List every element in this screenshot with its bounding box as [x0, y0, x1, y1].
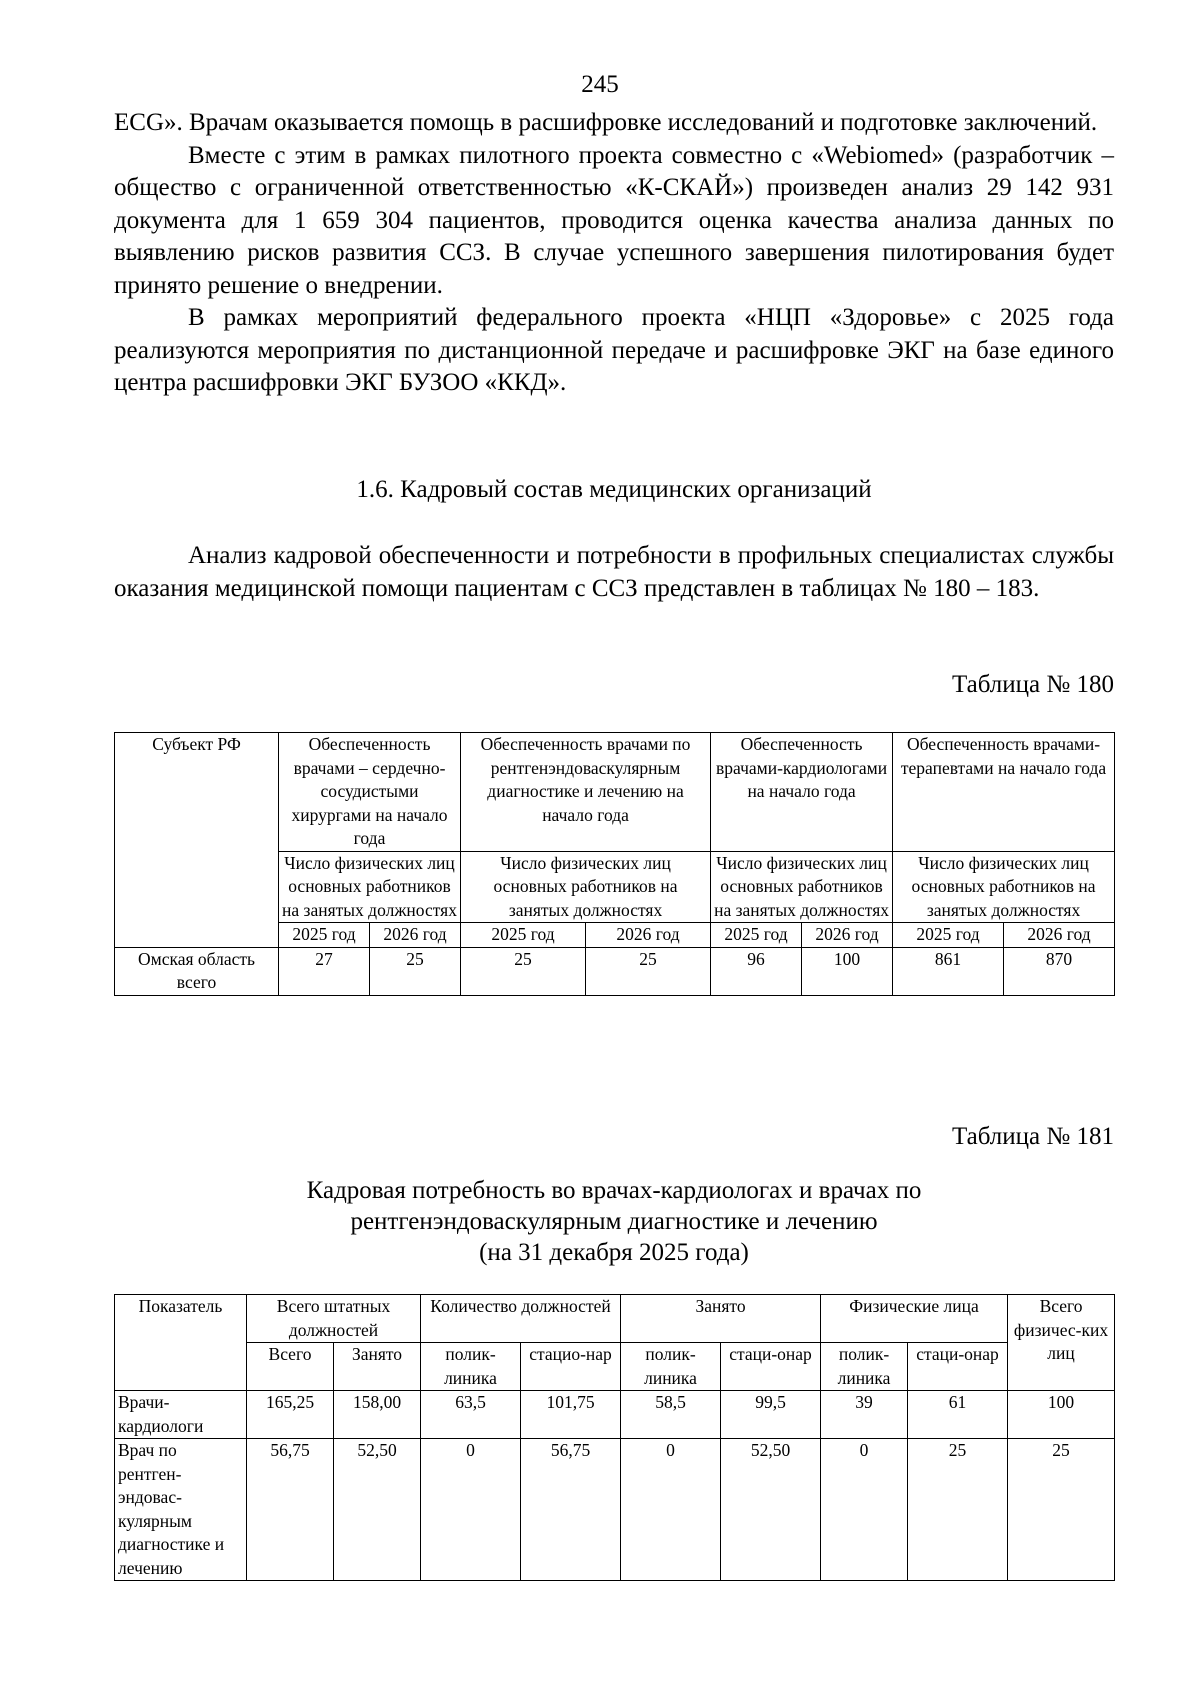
table-181-subheader: Занято: [334, 1343, 421, 1391]
table-cell: 25: [461, 947, 586, 995]
table-181-subheader: Всего: [247, 1343, 334, 1391]
table-180-subgroup-header: Число физических лиц основных работников на занятых должностях: [711, 851, 893, 923]
table-180-subgroup-header: Число физических лиц основных работников на занятых должностях: [461, 851, 711, 923]
section-paragraph: Анализ кадровой обеспеченности и потребности в профильных специалистах службы оказания медицинской помощи пациентам с ССЗ представлен в таблицах № 180 – 183.: [114, 542, 1114, 602]
table-181-title-line: Кадровая потребность во врачах-кардиологах и врачах по: [306, 1177, 922, 1204]
table-cell: 58,5: [621, 1391, 721, 1439]
table-180-year-header: 2025 год: [279, 923, 370, 948]
table-180: [114, 732, 1115, 996]
table-row: [115, 947, 1115, 995]
table-cell: 861: [893, 947, 1004, 995]
table-181-subheader: полик-линика: [621, 1343, 721, 1391]
table-cell: 56,75: [521, 1439, 621, 1581]
table-180-group-header: Обеспеченность врачами-кардиологами на начало года: [711, 733, 893, 852]
table-181-total-persons-header: Всего физичес-ких лиц: [1008, 1295, 1115, 1391]
table-cell: 25: [908, 1439, 1008, 1581]
table-180-year-header: 2025 год: [711, 923, 802, 948]
table-181-subheader: стацио-нар: [521, 1343, 621, 1391]
table-cell: 870: [1004, 947, 1115, 995]
table-cell: 0: [821, 1439, 908, 1581]
table-cell: 101,75: [521, 1391, 621, 1439]
table-cell: 56,75: [247, 1439, 334, 1581]
table-181-group-header: Всего штатных должностей: [247, 1295, 421, 1343]
table-cell: 100: [1008, 1391, 1115, 1439]
table-cell: 25: [586, 947, 711, 995]
table-180-group-header: Обеспеченность врачами по рентгенэндоваскулярным диагностике и лечению на начало года: [461, 733, 711, 852]
table-181-subheader: стаци-онар: [721, 1343, 821, 1391]
table-180-year-header: 2026 год: [370, 923, 461, 948]
table-cell: 100: [802, 947, 893, 995]
table-181-label: Таблица № 181: [951, 1123, 1114, 1150]
table-180-year-header: 2026 год: [1004, 923, 1115, 948]
table-cell: 52,50: [334, 1439, 421, 1581]
table-180-label: Таблица № 180: [951, 671, 1114, 698]
table-181-title-line: (на 31 декабря 2025 года): [479, 1239, 749, 1266]
table-cell: 158,00: [334, 1391, 421, 1439]
table-cell: 27: [279, 947, 370, 995]
table-180-year-header: 2026 год: [802, 923, 893, 948]
intro-text: [114, 107, 1114, 400]
table-row: [115, 1391, 1115, 1439]
section-text: [114, 540, 1114, 605]
table-181-indicator-header: Показатель: [115, 1295, 247, 1391]
table-cell: 25: [1008, 1439, 1115, 1581]
table-180-row-label: Омская область всего: [115, 947, 279, 995]
table-cell: 0: [621, 1439, 721, 1581]
table-180-group-header: Обеспеченность врачами-терапевтами на начало года: [893, 733, 1115, 852]
table-cell: 99,5: [721, 1391, 821, 1439]
table-181-subheader: полик-линика: [421, 1343, 521, 1391]
intro-paragraph-3: В рамках мероприятий федерального проекта «НЦП «Здоровье» с 2025 года реализуются мероприятия по дистанционной передаче и расшифровке ЭКГ на базе единого центра расшифровки ЭКГ БУЗОО «ККД».: [114, 304, 1114, 396]
table-cell: 61: [908, 1391, 1008, 1439]
table-181-subheader: полик-линика: [821, 1343, 908, 1391]
intro-paragraph-1: ECG». Врачам оказывается помощь в расшифровке исследований и подготовке заключений.: [114, 109, 1098, 136]
table-cell: 165,25: [247, 1391, 334, 1439]
table-181: [114, 1294, 1115, 1581]
table-180-subject-header: Субъект РФ: [115, 733, 279, 948]
table-181-row-label: Врач по рентген-эндовас-кулярным диагностике и лечению: [115, 1439, 247, 1581]
page-number: 245: [581, 71, 619, 98]
table-cell: 96: [711, 947, 802, 995]
table-cell: 25: [370, 947, 461, 995]
table-180-year-header: 2026 год: [586, 923, 711, 948]
table-181-row-label: Врачи-кардиологи: [115, 1391, 247, 1439]
table-cell: 39: [821, 1391, 908, 1439]
section-heading: 1.6. Кадровый состав медицинских организаций: [356, 476, 872, 503]
table-181-title-line: рентгенэндоваскулярным диагностике и лечению: [350, 1208, 878, 1235]
table-cell: 0: [421, 1439, 521, 1581]
table-181-subheader: стаци-онар: [908, 1343, 1008, 1391]
table-181-group-header: Количество должностей: [421, 1295, 621, 1343]
table-row: [115, 1439, 1115, 1581]
table-180-year-header: 2025 год: [893, 923, 1004, 948]
table-180-year-header: 2025 год: [461, 923, 586, 948]
table-cell: 63,5: [421, 1391, 521, 1439]
table-cell: 52,50: [721, 1439, 821, 1581]
table-180-subgroup-header: Число физических лиц основных работников на занятых должностях: [893, 851, 1115, 923]
table-180-group-header: Обеспеченность врачами – сердечно-сосудистыми хирургами на начало года: [279, 733, 461, 852]
table-181-group-header: Занято: [621, 1295, 821, 1343]
table-180-subgroup-header: Число физических лиц основных работников на занятых должностях: [279, 851, 461, 923]
table-181-group-header: Физические лица: [821, 1295, 1008, 1343]
intro-paragraph-2: Вместе с этим в рамках пилотного проекта совместно с «Webiomed» (разработчик – общество с ограниченной ответственностью «К-СКАЙ») произведен анализ 29 142 931 документа для 1 659 304 пациентов, проводится оценка качества анализа данных по выявлению рисков развития ССЗ. В случае успешного завершения пилотирования будет принято решение о внедрении.: [114, 141, 1114, 299]
table-181-title: [114, 1175, 1114, 1268]
